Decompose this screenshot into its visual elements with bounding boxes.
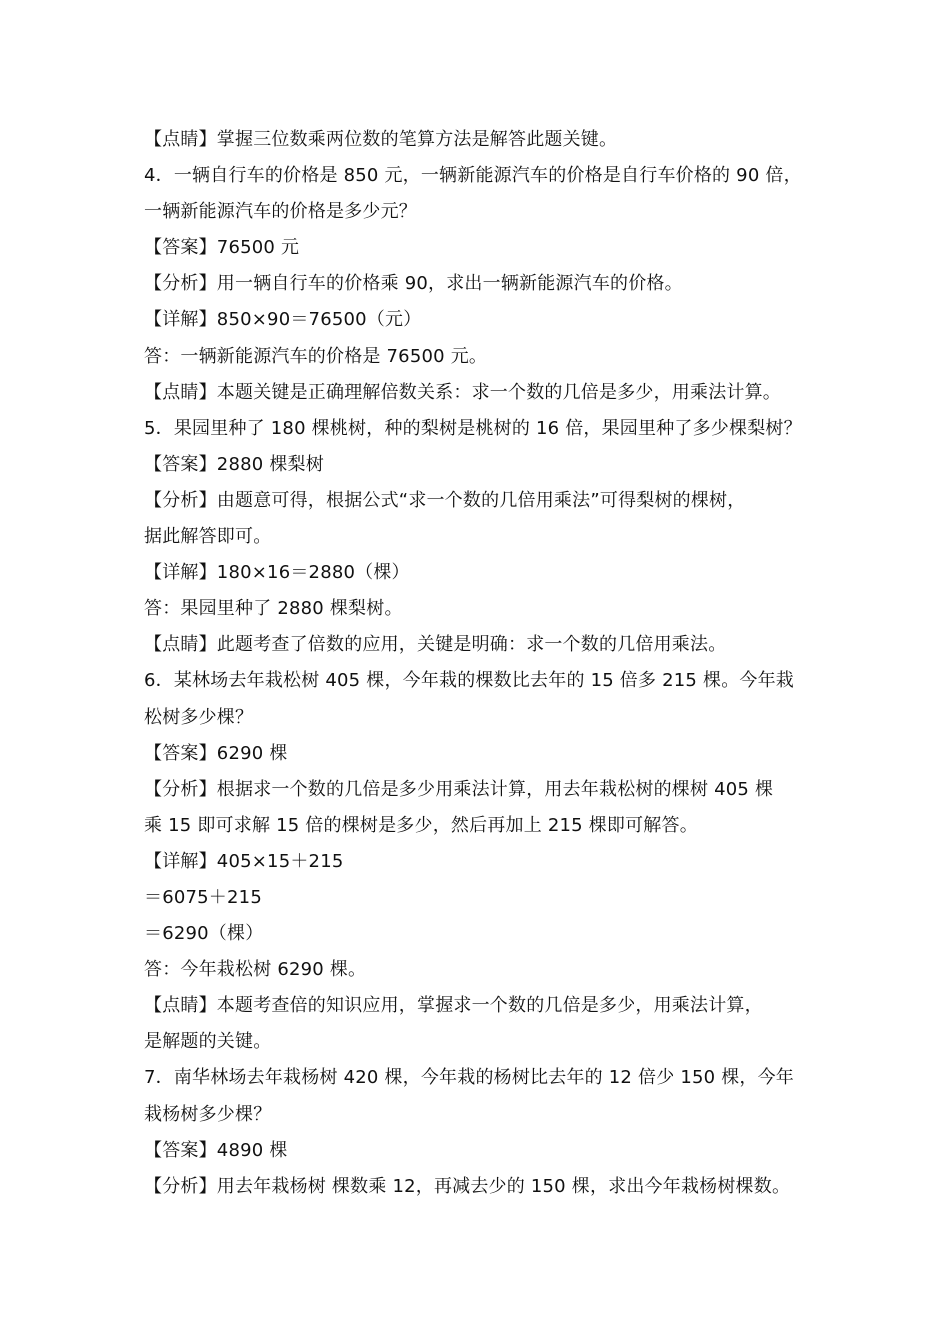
text-line: ＝6075＋215 bbox=[144, 886, 262, 908]
text-line: 松树多少棵？ bbox=[144, 706, 254, 728]
text-line: 是解题的关键。 bbox=[144, 1031, 272, 1053]
solution-line: 【详解】850×90＝76500（元） bbox=[144, 309, 422, 331]
answer-line: 【答案】6290 棵 bbox=[144, 742, 288, 764]
text-line: 【点睛】本题考查倍的知识应用，掌握求一个数的几倍是多少，用乘法计算， bbox=[144, 995, 763, 1017]
text-line: 【点睛】本题关键是正确理解倍数关系：求一个数的几倍是多少，用乘法计算。 bbox=[144, 381, 781, 403]
text-line: 答：果园里种了 2880 棵梨树。 bbox=[144, 598, 403, 620]
question-7-line: 7．南华林场去年栽杨树 420 棵，今年栽的杨树比去年的 12 倍少 150 棵，今年 bbox=[144, 1067, 794, 1089]
answer-line: 【答案】2880 棵梨树 bbox=[144, 453, 324, 475]
analysis-line: 【分析】用一辆自行车的价格乘 90，求出一辆新能源汽车的价格。 bbox=[144, 273, 683, 295]
question-4-line: 4．一辆自行车的价格是 850 元，一辆新能源汽车的价格是自行车价格的 90 倍， bbox=[144, 165, 802, 187]
answer-line: 【答案】4890 棵 bbox=[144, 1139, 288, 1161]
analysis-line: 【分析】根据求一个数的几倍是多少用乘法计算，用去年栽松树的棵树 405 棵 bbox=[144, 778, 774, 800]
analysis-line: 【分析】用去年栽杨树 棵数乘 12，再减去少的 150 棵，求出今年栽杨树棵数。 bbox=[144, 1175, 791, 1197]
analysis-line: 【分析】由题意可得，根据公式“求一个数的几倍用乘法”可得梨树的棵树， bbox=[144, 489, 746, 511]
text-line: 据此解答即可。 bbox=[144, 526, 272, 548]
text-line: 【点睛】掌握三位数乘两位数的笔算方法是解答此题关键。 bbox=[144, 129, 618, 150]
text-line: 一辆新能源汽车的价格是多少元？ bbox=[144, 201, 417, 223]
text-line: 答：今年栽松树 6290 棵。 bbox=[144, 959, 367, 981]
text-line: 答：一辆新能源汽车的价格是 76500 元。 bbox=[144, 345, 488, 367]
text-line: 栽杨树多少棵？ bbox=[144, 1103, 272, 1125]
document-body bbox=[144, 122, 824, 1205]
question-6-line: 6．某林场去年栽松树 405 棵，今年栽的棵数比去年的 15 倍多 215 棵。今年栽 bbox=[144, 670, 794, 692]
solution-line: 【详解】180×16＝2880（棵） bbox=[144, 562, 410, 584]
text-line: ＝6290（棵） bbox=[144, 923, 264, 945]
text-line: 【点睛】此题考查了倍数的应用，关键是明确：求一个数的几倍用乘法。 bbox=[144, 634, 727, 656]
question-5-line: 5．果园里种了 180 棵桃树，种的梨树是桃树的 16 倍，果园里种了多少棵梨树？ bbox=[144, 417, 802, 439]
solution-line: 【详解】405×15＋215 bbox=[144, 850, 344, 872]
answer-line: 【答案】76500 元 bbox=[144, 237, 300, 259]
text-line: 乘 15 即可求解 15 倍的棵树是多少，然后再加上 215 棵即可解答。 bbox=[144, 814, 698, 836]
